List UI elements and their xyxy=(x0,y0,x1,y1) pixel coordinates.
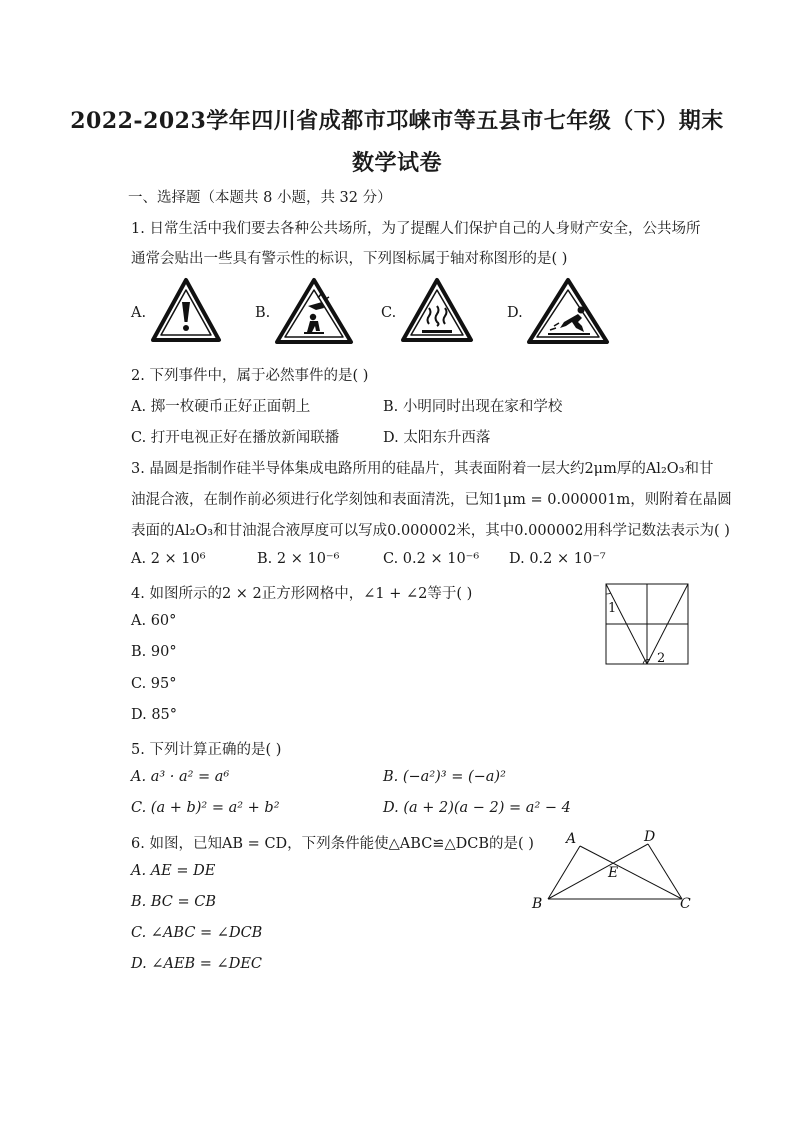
q4-option-d: D. 85° xyxy=(131,707,178,723)
q6-option-b: B. BC = CB xyxy=(131,894,217,910)
q4-stem: 4. 如图所示的2 × 2正方形网格中，∠1 + ∠2等于( ) xyxy=(131,586,473,602)
slippery-floor-warning-sign-icon xyxy=(526,276,610,346)
q1-option-a-label: A. xyxy=(131,305,147,321)
q1-option-d-label: D. xyxy=(507,305,523,321)
q6-point-b-label: B xyxy=(532,896,543,912)
q6-stem: 6. 如图，已知AB = CD，下列条件能使△ABC≌△DCB的是( ) xyxy=(131,836,534,852)
q5-option-b: B. (−a²)³ = (−a)² xyxy=(383,769,506,785)
q5-option-a: A. a³ · a² = a⁶ xyxy=(131,769,230,785)
section-heading: 一、选择题（本题共 8 小题，共 32 分） xyxy=(128,190,392,206)
q5-option-c: C. (a + b)² = a² + b² xyxy=(131,800,280,816)
q6-point-a-label: A xyxy=(566,831,577,847)
q6-triangle-figure xyxy=(528,826,698,918)
q5-stem: 5. 下列计算正确的是( ) xyxy=(131,742,282,758)
q1-option-b-label: B. xyxy=(255,305,271,321)
q4-option-a: A. 60° xyxy=(131,613,177,629)
q2-option-a: A. 掷一枚硬币正好正面朝上 xyxy=(131,399,311,415)
q6-point-e-label: E xyxy=(608,865,619,881)
q3-stem-line1: 3. 晶圆是指制作硅半导体集成电路所用的硅晶片，其表面附着一层大约2μm厚的Al₂O₃和甘 xyxy=(131,461,714,477)
q6-option-d: D. ∠AEB = ∠DEC xyxy=(131,956,263,972)
q6-option-a: A. AE = DE xyxy=(131,863,216,879)
falling-object-warning-sign-icon xyxy=(274,276,354,346)
exclamation-warning-sign-icon xyxy=(150,276,222,344)
q5-option-d: D. (a + 2)(a − 2) = a² − 4 xyxy=(383,800,571,816)
q2-stem: 2. 下列事件中，属于必然事件的是( ) xyxy=(131,368,369,384)
q2-option-d: D. 太阳东升西落 xyxy=(383,430,491,446)
q3-option-b: B. 2 × 10⁻⁶ xyxy=(257,551,340,567)
hot-surface-warning-sign-icon xyxy=(400,276,474,344)
q2-option-b: B. 小明同时出现在家和学校 xyxy=(383,399,563,415)
q2-option-c: C. 打开电视正好在播放新闻联播 xyxy=(131,430,340,446)
q3-option-a: A. 2 × 10⁶ xyxy=(131,551,206,567)
q1-stem-line2: 通常会贴出一些具有警示性的标识，下列图标属于轴对称图形的是( ) xyxy=(131,251,568,267)
q3-option-d: D. 0.2 × 10⁻⁷ xyxy=(509,551,606,567)
q3-stem-line2: 油混合液，在制作前必须进行化学刻蚀和表面清洗，已知1μm = 0.000001m，则附着在晶圆 xyxy=(131,492,732,508)
q4-angle2-label: 2 xyxy=(657,651,666,666)
q6-point-c-label: C xyxy=(680,896,691,912)
q4-option-c: C. 95° xyxy=(131,676,177,692)
page-subtitle: 数学试卷 xyxy=(351,150,442,176)
q4-grid-figure xyxy=(603,580,693,668)
q4-angle1-label: 1 xyxy=(608,601,617,616)
q3-option-c: C. 0.2 × 10⁻⁶ xyxy=(383,551,480,567)
q1-option-c-label: C. xyxy=(381,305,397,321)
q1-stem-line1: 1. 日常生活中我们要去各种公共场所，为了提醒人们保护自己的人身财产安全，公共场所 xyxy=(131,221,701,237)
q6-option-c: C. ∠ABC = ∠DCB xyxy=(131,925,263,941)
page-title: 2022-2023学年四川省成都市邛崃市等五县市七年级（下）期末 xyxy=(70,108,724,134)
q3-stem-line3: 表面的Al₂O₃和甘油混合液厚度可以写成0.000002米，其中0.000002用科学记数法表示为( ) xyxy=(131,523,730,539)
q4-option-b: B. 90° xyxy=(131,644,177,660)
q6-point-d-label: D xyxy=(644,829,656,845)
